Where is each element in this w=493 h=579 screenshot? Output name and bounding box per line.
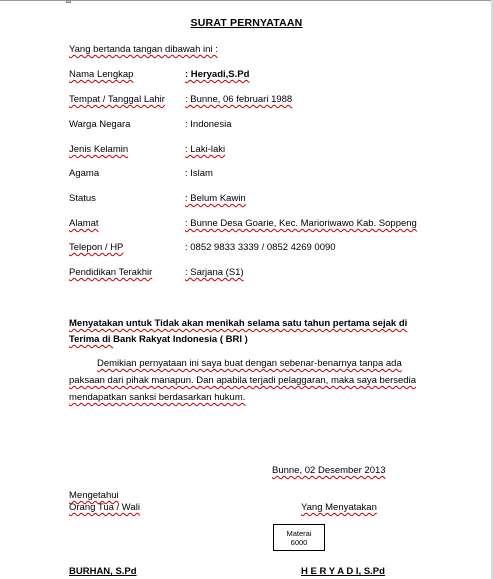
stamp-line-1: Materai	[286, 528, 312, 538]
document-title: SURAT PERNYATAAN	[190, 17, 303, 29]
yang-menyatakan-text: Yang Menyatakan	[301, 502, 377, 513]
field-value-pendidikan: : Sarjana (S1)	[185, 267, 244, 278]
statement-line-2	[69, 334, 248, 345]
orang-tua-label: Orang Tua / Wali	[69, 502, 140, 513]
field-label-agama: Agama	[69, 168, 100, 179]
ruler-line	[0, 0, 493, 4]
field-value-telepon: : 0852 9833 3339 / 0852 4269 0090	[185, 242, 336, 253]
field-value-agama: : Islam	[185, 168, 213, 179]
intro-text	[69, 44, 218, 55]
field-value-ttl: : Bunne, 06 februari 1988	[185, 94, 293, 105]
field-value-nama: : Heryadi,S.Pd	[185, 69, 250, 80]
field-label-nama: Nama Lengkap	[69, 69, 134, 80]
statement-line-1: Menyatakan untuk Tidak akan menikah selama satu tahun pertama sejak di	[69, 318, 408, 329]
field-label-alamat: Alamat	[69, 218, 99, 229]
stamp-line-2: 6000	[290, 537, 308, 547]
signer-left: BURHAN, S.Pd	[69, 566, 137, 577]
paragraph-line-1: Demikian pernyataan ini saya buat dengan sebenar-benarnya tanpa ada	[97, 358, 402, 369]
field-label-status: Status	[69, 193, 96, 204]
yang-menyatakan-label	[301, 502, 377, 513]
paragraph-line-3: mendapatkan sanksi berdasarkan hukum.	[69, 392, 246, 403]
place-date-text: Bunne, 02 Desember 2013	[272, 465, 386, 476]
field-label-ttl: Tempat / Tanggal Lahir	[69, 94, 165, 105]
ruler-indent-marker[interactable]	[66, 0, 71, 3]
field-value-alamat: : Bunne Desa Goarie, Kec. Marioriwawo Kab. Soppeng	[185, 218, 417, 229]
signer-right: H E R Y A D I, S.Pd	[301, 566, 385, 577]
field-value-jenis-kelamin: : Laki-laki	[185, 144, 226, 155]
field-label-telepon: Telepon / HP	[69, 242, 124, 253]
field-value-status: : Belum Kawin	[185, 193, 246, 204]
field-label-jenis-kelamin: Jenis Kelamin	[69, 144, 129, 155]
statement-bank-name: Bank Rakyat Indonesia ( BRI )	[113, 334, 248, 345]
field-value-warga: : Indonesia	[185, 119, 232, 130]
mengetahui-label: Mengetahui	[69, 490, 119, 501]
place-date	[272, 465, 386, 476]
field-label-warga: Warga Negara	[69, 119, 131, 130]
paragraph-line-2: paksaan dari pihak manapun. Dan apabila terjadi pelaggaran, maka saya bersedia	[69, 375, 416, 386]
materai-stamp-box	[273, 524, 325, 551]
statement-line-2-prefix: Terima di	[69, 334, 114, 345]
field-label-pendidikan: Pendidikan Terakhir	[69, 267, 153, 278]
intro-text-content: Yang bertanda tangan dibawah ini :	[69, 44, 218, 55]
